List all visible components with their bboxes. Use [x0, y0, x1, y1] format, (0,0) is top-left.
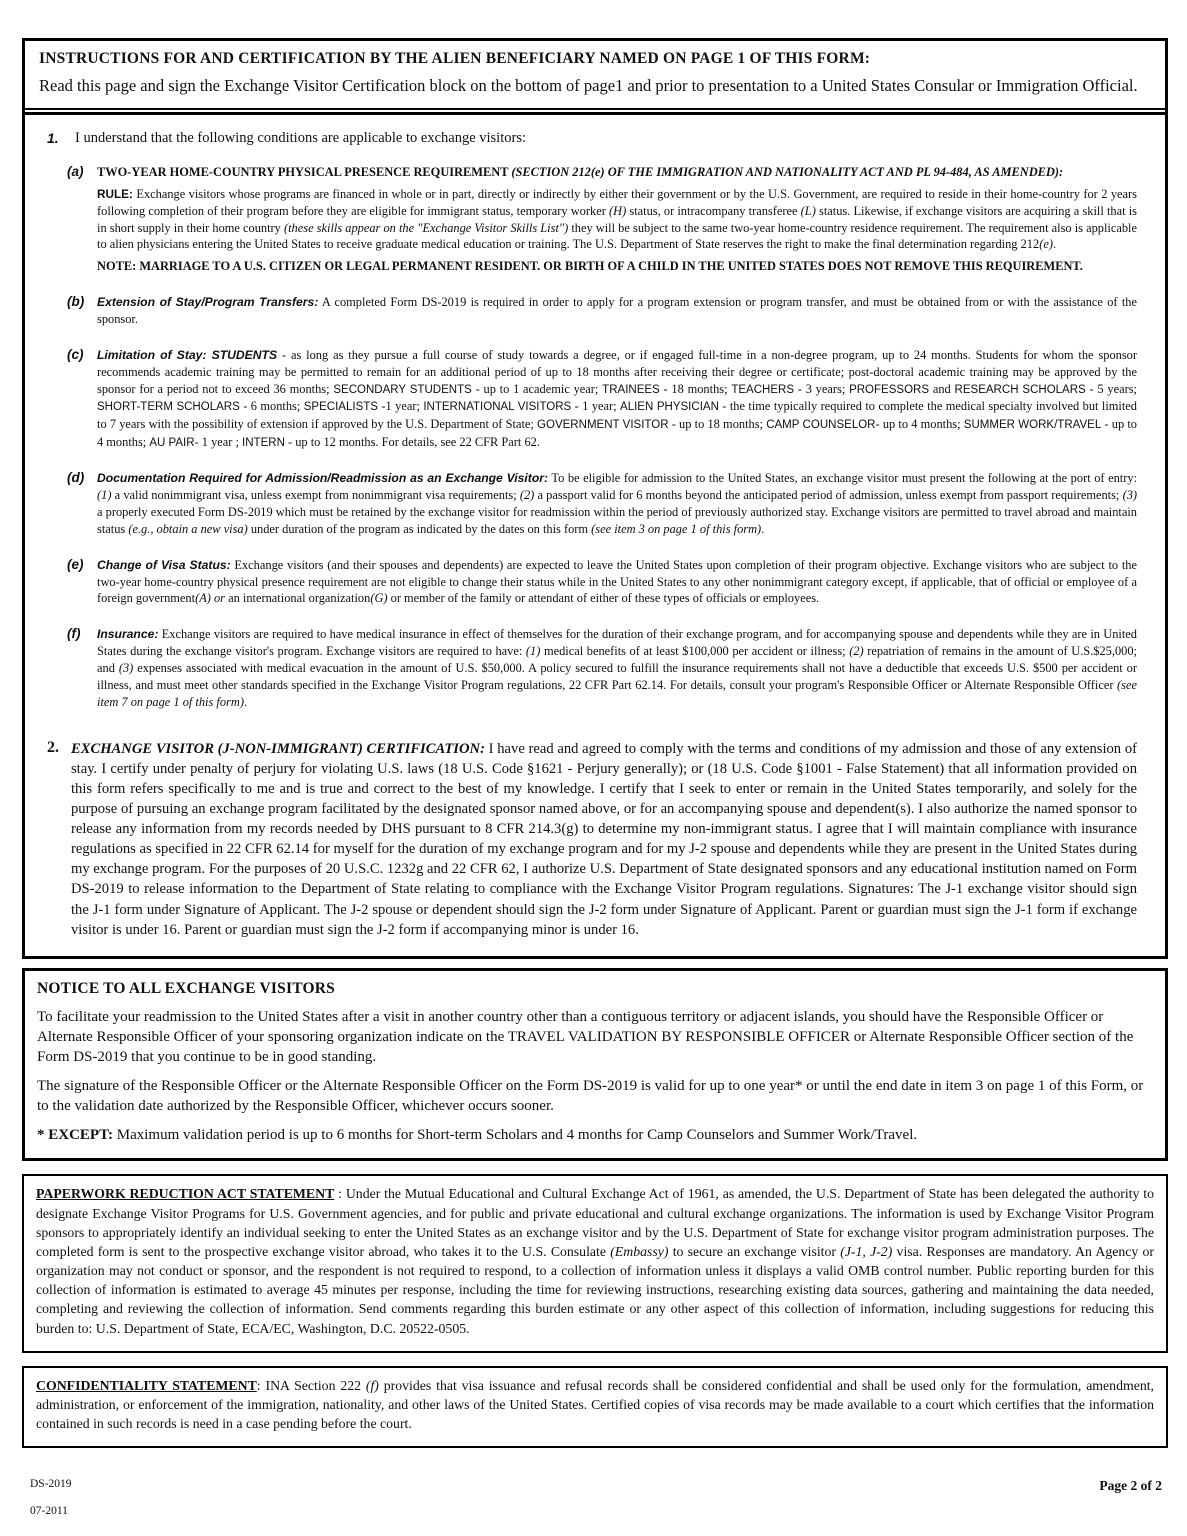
text-run: (1): [525, 644, 541, 659]
section-a-label: (a): [67, 163, 84, 179]
item-1-intro: I understand that the following conditions are applicable to exchange visitors:: [75, 129, 526, 146]
text-run: INTERNATIONAL VISITORS: [423, 401, 572, 414]
text-run: an international organization: [228, 591, 371, 606]
text-run: a valid nonimmigrant visa, unless exempt from nonimmigrant visa requirements;: [111, 488, 520, 503]
text-run: - 1 year ;: [194, 434, 243, 449]
text-run: CAMP COUNSELOR: [766, 418, 876, 431]
section-a: [67, 164, 1137, 275]
text-run: NOTE: MARRIAGE TO A U.S. CITIZEN OR LEGAL PERMANENT RESIDENT. OR BIRTH OF A CHILD IN THE UNITED STATES DOES NOT REMOVE THIS REQUIREMENT.: [97, 259, 1083, 274]
text-run: - 5 years;: [1085, 381, 1137, 396]
text-run: (G): [370, 591, 388, 606]
text-run: TRAINEES: [602, 383, 660, 396]
text-run: (A) or: [195, 591, 229, 606]
text-run: repatriation of remains in the amount of U.S.$25,000; and: [97, 644, 1137, 675]
text-run: AU PAIR: [149, 436, 195, 449]
text-run: SPECIALISTS: [303, 401, 378, 414]
section-a-block-2: [97, 186, 1137, 254]
text-run: SUMMER WORK/TRAVEL: [963, 418, 1102, 431]
text-run: and: [929, 381, 955, 396]
text-run: Exchange visitors are required to have medical insurance in effect of themselves for the duration of their exchange program, and for accompanying spouse and dependents while they are in United States during the exchange visitor's program. Exchange visitors are required to have:: [97, 627, 1137, 659]
notice-heading: NOTICE TO ALL EXCHANGE VISITORS: [37, 979, 335, 997]
text-run: -1 year;: [377, 399, 424, 414]
section-b-label: (b): [67, 294, 85, 310]
text-run: - the time typically required to complete the medical specialty involved but limited to 7 years with the possibility of extension if approved by the U.S. Department of State;: [97, 399, 1137, 431]
text-run: provides that visa issuance and refusal records shall be considered confidential and shall be used only for the formulation, amendment, administration, or enforcement of the immigration, nationality, and other laws of the United States. Certified copies of visa records may be made available to a court which certifies that the information contained in such records is need in a case pending before the court.: [36, 1377, 1155, 1432]
text-run: or member of the family or attendant of either of these types of officials or employees.: [387, 591, 820, 606]
text-run: (e.g., obtain a new visa): [128, 521, 248, 536]
text-run: - up to 12 months. For details, see 22 CFR Part 62.: [284, 434, 540, 449]
item-1-sections: [67, 164, 1137, 711]
section-b: [67, 294, 1137, 328]
footer-form-number: DS-2019: [30, 1478, 72, 1491]
text-run: EXCHANGE VISITOR (J-NON-IMMIGRANT) CERTIFICATION:: [71, 740, 485, 757]
text-run: To be eligible for admission to the United States, an exchange visitor must present the following at the port of entry:: [548, 471, 1138, 486]
notice-paragraph-2: The signature of the Responsible Officer or the Alternate Responsible Officer on the Form DS-2019 is valid for up to one year* or until the end date in item 3 on page 1 of this Form, or to the validation date authorized by the Responsible Officer, whichever occurs sooner.: [37, 1078, 1144, 1115]
text-run: under duration of the program as indicated by the dates on this form: [247, 521, 592, 536]
text-run: - as long as they pursue a full course of study towards a degree, or if engaged full-time in a non-degree program, up to 24 months. Students for whom the sponsor recommends academic training may be permitted to remain for an additional period of up to 18 months after receiving their degree or certificate; post-doctoral academic training may be approved by the sponsor for a period not to exceed 36 months;: [97, 347, 1137, 396]
text-run: (3): [1122, 488, 1138, 503]
section-d-content: [97, 470, 1137, 537]
text-run: a passport valid for 6 months beyond the anticipated period of admission, unless exempt from passport requirements;: [534, 488, 1123, 503]
text-run: - 1 year;: [571, 399, 621, 414]
text-run: to secure an exchange visitor: [668, 1243, 841, 1259]
text-run: PROFESSORS: [849, 383, 930, 396]
notice-box: [22, 968, 1168, 1162]
text-run: .: [761, 521, 765, 536]
text-run: (f): [365, 1377, 379, 1393]
text-run: (3): [118, 660, 134, 675]
text-run: (Embassy): [610, 1243, 669, 1259]
text-run: - up to 4 months;: [875, 416, 964, 431]
text-run: (see item 3 on page 1 of this form): [591, 521, 762, 536]
section-f-label: (f): [67, 626, 81, 642]
text-run: .: [243, 694, 248, 709]
notice-except-paragraph: [37, 1125, 1151, 1145]
item-1-number: 1.: [47, 129, 59, 146]
text-run: (2): [519, 488, 535, 503]
paperwork-statement: [36, 1184, 1154, 1337]
text-run: (SECTION 212(e) OF THE IMMIGRATION AND NATIONALITY ACT AND PL 94-484, AS AMENDED):: [511, 164, 1064, 179]
section-a-block-3: [97, 258, 1137, 275]
instructions-header: [25, 41, 1165, 110]
text-run: Change of Visa Status:: [97, 557, 231, 572]
text-run: Documentation Required for Admission/Readmission as an Exchange Visitor:: [97, 471, 549, 486]
section-e-block-1: [97, 557, 1137, 608]
text-run: - up to 4 months;: [97, 416, 1137, 449]
section-b-content: [97, 294, 1137, 328]
text-run: CONFIDENTIALITY STATEMENT: [36, 1377, 257, 1393]
text-run: - 6 months;: [239, 399, 304, 414]
text-run: A completed Form DS-2019 is required in order to apply for a program extension or program transfer, and must be obtained from or with the assistance of the sponsor.: [97, 295, 1137, 326]
text-run: Limitation of Stay: STUDENTS: [97, 347, 278, 362]
text-run: Exchange visitors whose programs are financed in whole or in part, directly or indirectly by either their government or by the U.S. Government, are required to reside in their home-country for 2 years following completion of their program before they are eligible for immigrant status, temporary worker: [97, 186, 1137, 218]
item-2-certification-text: [71, 739, 1137, 940]
section-e-content: [97, 557, 1137, 608]
text-run: RULE:: [97, 187, 133, 201]
text-run: expenses associated with medical evacuation in the amount of U.S. $50,000. A policy secured to fulfill the insurance requirements shall not have a deductible that exceeds U.S. $500 per accident or illness, and must meet other standards specified in the Exchange Visitor Program regulations, 22 CFR Part 62.14. For details, consult your program's Responsible Officer or Alternate Responsible Officer: [97, 660, 1137, 692]
text-run: RESEARCH SCHOLARS: [954, 383, 1086, 396]
text-run: SHORT-TERM SCHOLARS: [97, 401, 240, 414]
instructions-body: [25, 112, 1165, 956]
text-run: (these skills appear on the "Exchange Visitor Skills List"): [283, 220, 569, 235]
text-run: ALIEN PHYSICIAN: [620, 401, 719, 414]
text-run: (2): [849, 644, 864, 659]
text-run: Maximum validation period is up to 6 months for Short-term Scholars and 4 months for Camp Counselors and Summer Work/Travel.: [112, 1127, 918, 1144]
item-1: [47, 130, 1137, 147]
text-run: - 18 months;: [659, 381, 732, 396]
item-2-number: 2.: [47, 738, 59, 756]
text-run: : INA Section 222: [256, 1377, 366, 1393]
section-c-content: [97, 347, 1137, 451]
text-run: GOVERNMENT VISITOR: [537, 418, 669, 431]
text-run: (1): [97, 488, 112, 503]
text-run: - up to 18 months;: [668, 416, 767, 431]
text-run: TWO-YEAR HOME-COUNTRY PHYSICAL PRESENCE REQUIREMENT: [97, 164, 512, 179]
text-run: INTERN: [242, 436, 285, 449]
section-e-label: (e): [67, 556, 84, 572]
text-run: * EXCEPT:: [37, 1127, 113, 1144]
paperwork-box: [22, 1174, 1168, 1352]
item-2: [47, 739, 1137, 940]
text-run: Extension of Stay/Program Transfers:: [97, 295, 319, 310]
text-run: they will be subject to the same two-year home-country residence requirement. The requirement also is applicable to alien physicians entering the United States to receive graduate medical education or training. The U.S. Department of State reserves the right to make the final determination regarding 212: [97, 220, 1137, 252]
instructions-box: [22, 38, 1168, 959]
text-run: (e): [1039, 237, 1053, 252]
footer-revision: 07-2011: [30, 1505, 68, 1518]
section-c-block-1: [97, 347, 1137, 451]
section-d: [67, 470, 1137, 537]
text-run: : Under the Mutual Educational and Cultural Exchange Act of 1961, as amended, the U.S. Department of State has been delegated the authority to designate Exchange Visitor Programs for U.S. Government agencies, and for public and private educational and cultural exchange organizations. The information is used by Exchange Visitor Program sponsors to appropriately identify an individual seeking to enter the United States as an exchange visitor and by the U.S. Department of State for exchange visitor program administration purposes. The completed form is sent to the prospective exchange visitor abroad, who takes it to the U.S. Consulate: [36, 1186, 1154, 1259]
text-run: (L): [800, 203, 816, 218]
text-run: a properly executed Form DS-2019 which must be retained by the exchange visitor for readmission within the period of previously authorized stay. Exchange visitors are permitted to travel abroad and maintain status: [97, 504, 1137, 536]
section-d-label: (d): [67, 470, 85, 486]
text-run: (H): [609, 203, 627, 218]
confidentiality-box: [22, 1366, 1168, 1449]
text-run: SECONDARY STUDENTS: [333, 383, 472, 396]
text-run: status. Likewise, if exchange visitors are acquiring a skill that is in short supply in their home country: [97, 203, 1137, 235]
text-run: status, or intracompany transferee: [626, 203, 801, 218]
text-run: Exchange visitors (and their spouses and dependents) are expected to leave the United States upon completion of their program objective. Exchange visitors who are subject to the two-year home-country physical presence requirement are not eligible to change their status while in the United States to any other nonimmigrant category except, if applicable, that of official or employee of a foreign government: [97, 557, 1137, 606]
text-run: (J-1, J-2): [840, 1243, 893, 1259]
text-run: I have read and agreed to comply with the terms and conditions of my admission and those of any extension of stay. I certify under penalty of perjury for violating U.S. laws (18 U.S. Code §1621 - Perjury generally); or (18 U.S. Code §1001 - False Statement) that all information provided on this form refers specifically to me and is true and correct to the best of my knowledge. I certify that I seek to enter or remain in the United States temporarily, and solely for the purpose of pursuing an exchange program facilitated by the designated sponsor named above, or for an accompanying spouse and dependent(s). I also authorize the named sponsor to release any information from my records needed by DHS pursuant to 8 CFR 214.3(g) to determine my non-immigrant status. I agree that I will maintain compliance with insurance regulations as specified in 22 CFR 62.14 for myself for the duration of my exchange program and for my J-2 spouse and dependents while they are present in the United States during my exchange program. For the purposes of 20 U.S.C. 1232g and 22 CFR 62, I authorize U.S. Department of State designated sponsors and any educational institution named on Form DS-2019 to release information to the Department of State relating to compliance with the Exchange Visitor Program regulations. Signatures: The J-1 exchange visitor should sign the J-1 form under Signature of Applicant. The J-2 spouse or dependent should sign the J-2 form under Signature of Applicant. Parent or guardian must sign the J-1 form if exchange visitor is under 16. Parent or guardian must sign the J-2 form if accompanying minor is under 16.: [71, 740, 1137, 938]
section-f-block-1: [97, 626, 1137, 710]
text-run: - up to 1 academic year;: [471, 381, 603, 396]
section-f: [67, 626, 1137, 710]
text-run: Insurance:: [97, 627, 159, 642]
footer-left: [30, 1478, 72, 1517]
section-a-content: [97, 164, 1137, 275]
section-d-block-1: [97, 470, 1137, 537]
text-run: medical benefits of at least $100,000 per accident or illness;: [540, 644, 850, 659]
section-a-block-1: [97, 164, 1137, 181]
text-run: PAPERWORK REDUCTION ACT STATEMENT: [36, 1186, 335, 1202]
header-subtitle: Read this page and sign the Exchange Visitor Certification block on the bottom of page1 and prior to presentation to a United States Consular or Immigration Official.: [39, 76, 1138, 95]
section-b-block-1: [97, 294, 1137, 328]
section-f-content: [97, 626, 1137, 710]
section-e: [67, 557, 1137, 608]
confidentiality-statement: [36, 1376, 1154, 1434]
text-run: - 3 years;: [794, 381, 850, 396]
section-c-label: (c): [67, 346, 84, 362]
text-run: visa. Responses are mandatory. An Agency or organization may not conduct or sponsor, and the respondent is not required to respond, to a collection of information unless it displays a valid OMB control number. Public reporting burden for this collection of information is estimated to average 45 minutes per response, including the time for reviewing instructions, researching existing data sources, gathering and maintaining the data needed, completing and reviewing the collection of information. Send comments regarding this burden estimate or any other aspect of this collection of information, including suggestions for reducing this burden to: U.S. Department of State, ECA/EC, Washington, D.C. 20522-0505.: [36, 1243, 1154, 1336]
page-title: INSTRUCTIONS FOR AND CERTIFICATION BY THE ALIEN BENEFICIARY NAMED ON PAGE 1 OF THIS FORM:: [39, 50, 871, 67]
text-run: .: [1052, 237, 1057, 252]
footer-page-label: Page 2 of 2: [1099, 1478, 1162, 1494]
text-run: (see item 7 on page 1 of this form): [97, 677, 1137, 709]
notice-paragraph-1: To facilitate your readmission to the United States after a visit in another country other than a contiguous territory or adjacent islands, you should have the Responsible Officer or Alternate Responsible Officer of your sponsoring organization indicate on the TRAVEL VALIDATION BY RESPONSIBLE OFFICER or Alternate Responsible Officer section of the Form DS-2019 that you continue to be in good standing.: [37, 1008, 1134, 1065]
text-run: TEACHERS: [731, 383, 795, 396]
section-c: [67, 347, 1137, 451]
page-footer: [22, 1478, 1168, 1517]
